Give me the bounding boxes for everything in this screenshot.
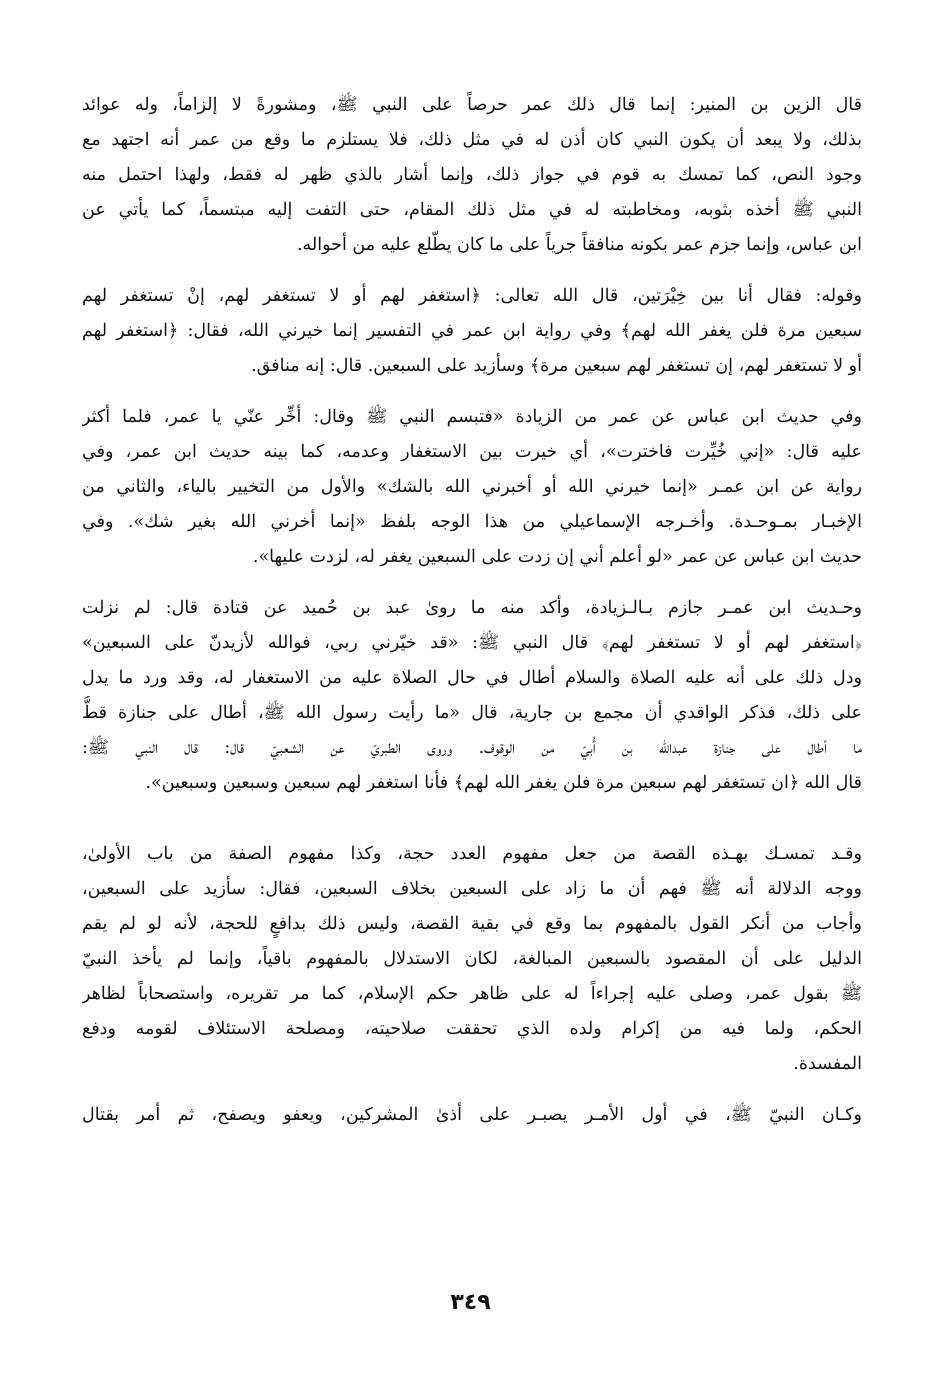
text-line: أو لا تستغفر لهم، إن تستغفر لهم سبعين مرة﴾ وسأزيد على السبعين. قال: إنه منافق. bbox=[251, 356, 862, 376]
text-line: ما أطال على جنازة عبدالله بن أُبيّ من الوقوف. وروى الطبريّ عن الشعبيّ قال: قال النبي ﷺ: bbox=[82, 738, 862, 758]
book-page-text bbox=[82, 88, 862, 1149]
section-spacer bbox=[82, 817, 862, 837]
text-line: الدليل على أن المقصود بالسبعين المبالغة، لكان الاستدلال بالمفهوم باقياً، وإنما لم يأخذ النبيّ bbox=[82, 949, 862, 969]
text-line: وكـان النبيّ ﷺ، في أول الأمـر يصبـر على أذىٰ المشركين، ويعفو ويصفح، ثم أمر بقتال bbox=[82, 1105, 862, 1125]
text-line: على ذلك، فذكر الواقدي أن مجمع بن جارية، قال «ما رأيت رسول الله ﷺ، أطال على جنازة قطُّ bbox=[82, 703, 862, 723]
page-number: ٣٤٩ bbox=[450, 1290, 491, 1315]
text-line: وقوله: فقال أنا بين خِيْرَتين، قال الله تعالى: ﴿استغفر لهم أو لا تستغفر لهم، إنْ تستغفر لهم bbox=[82, 286, 862, 306]
text-line: وحـديث ابن عمـر جازم بـالـزيادة، وأكد منه ما روىٰ عبد بن حُميد عن قتادة قال: لم نزلت bbox=[82, 598, 862, 618]
text-line: النبي ﷺ أخذه بثوبه، ومخاطبته له في مثل ذلك المقام، حتى التفت إليه مبتسماً، كما يأتي عن bbox=[82, 200, 862, 220]
paragraph-mafhum-al-adad bbox=[82, 837, 862, 1082]
text-line: ﷺ بقول عمر، وصلى عليه إجراءاً له على ظاهر حكم الإسلام، كما مر تقريره، واستصحاباً لظاهر bbox=[82, 984, 862, 1004]
text-line: وقـد تمسـك بهـذه القصة من جعل مفهوم العدد حجة، وكذا مفهوم الصفة من باب الأولىٰ، bbox=[82, 844, 862, 864]
text-line: حديث ابن عباس عن عمر «لو أعلم أني إن زدت على السبعين يغفر له، لزدت عليها». bbox=[252, 547, 862, 567]
paragraph-ibn-abbas-hadith bbox=[82, 400, 862, 575]
text-line: ابن عباس، وإنما جزم عمر بكونه منافقاً جرياً على ما كان يطّلع عليه من أحواله. bbox=[296, 235, 862, 255]
text-line: بذلك، ولا يبعد أن يكون النبي كان أذن له في مثل ذلك، فلا يستلزم ما وقع من عمر أنه اجتهد مع bbox=[82, 130, 862, 150]
text-line: الإخبـار بمـوحـدة. وأخـرجه الإسماعيلي من هذا الوجه بلفظ «إنما أخرني الله بغير شك». وفي bbox=[82, 512, 862, 532]
paragraph-zayn-ibn-munir bbox=[82, 88, 862, 263]
paragraph-ibn-umar-hadith bbox=[82, 591, 862, 801]
paragraph-two-choices bbox=[82, 279, 862, 384]
text-line: الحكم، ولما فيه من إكرام ولده الذي تحققت صلاحيته، ومصلحة الاستئلاف لقومه ودفع bbox=[82, 1019, 862, 1039]
text-line: سبعين مرة فلن يغفر الله لهم﴾ وفي رواية ابن عمر في التفسير إنما خيرني الله، فقال: ﴿استغفر لهم bbox=[82, 321, 862, 341]
text-line: قال الله ﴿ان تستغفر لهم سبعين مرة فلن يغفر الله لهم﴾ فأنا استغفر لهم سبعين وسبعين وسبعين». bbox=[145, 773, 862, 793]
text-line: عليه قال: «إني خُيِّرت فاخترت»، أي خيرت بين الاستغفار وعدمه، كما بينه حديث ابن عمر، وفي bbox=[82, 442, 862, 462]
text-line: ﴿استغفر لهم أو لا تستغفر لهم﴾ قال النبي ﷺ: «قد خيّرني ربي، فوالله لأزيدنّ على السبعين» bbox=[82, 633, 862, 653]
text-line: ووجه الدلالة أنه ﷺ فهم أن ما زاد على السبعين بخلاف السبعين، فقال: سأزيد على السبعين، bbox=[82, 879, 862, 899]
text-line: وفي حديث ابن عباس عن عمر من الزيادة «فتبسم النبي ﷺ وقال: أخِّر عنّي يا عمر، فلما أكثر bbox=[82, 407, 862, 427]
text-line: وأجاب من أنكر القول بالمفهوم بما وقع في بقية القصة، وليس ذلك بدافعٍ للحجة، لأنه لو لم يقم bbox=[82, 914, 862, 934]
paragraph-patience-with-mushrikin bbox=[82, 1098, 862, 1133]
text-line: قال الزين بن المنير: إنما قال ذلك عمر حرصاً على النبي ﷺ، ومشورةً لا إلزاماً، وله عوائد bbox=[82, 95, 862, 115]
text-line: وجود النص، كما تمسك به قوم في جواز ذلك، وإنما أشار بالذي ظهر له فقط، ولهذا احتمل منه bbox=[82, 165, 862, 185]
text-line: المفسدة. bbox=[793, 1054, 862, 1074]
text-line: رواية عن ابن عمـر «إنما خيرني الله أو أخبرني الله بالشك» والأول من التخيير بالياء، والثاني من bbox=[82, 477, 862, 497]
text-line: ودل ذلك على أنه عليه الصلاة والسلام أطال في حال الصلاة عليه من الاستغفار له، وقد ورد ما يدل bbox=[82, 668, 862, 688]
